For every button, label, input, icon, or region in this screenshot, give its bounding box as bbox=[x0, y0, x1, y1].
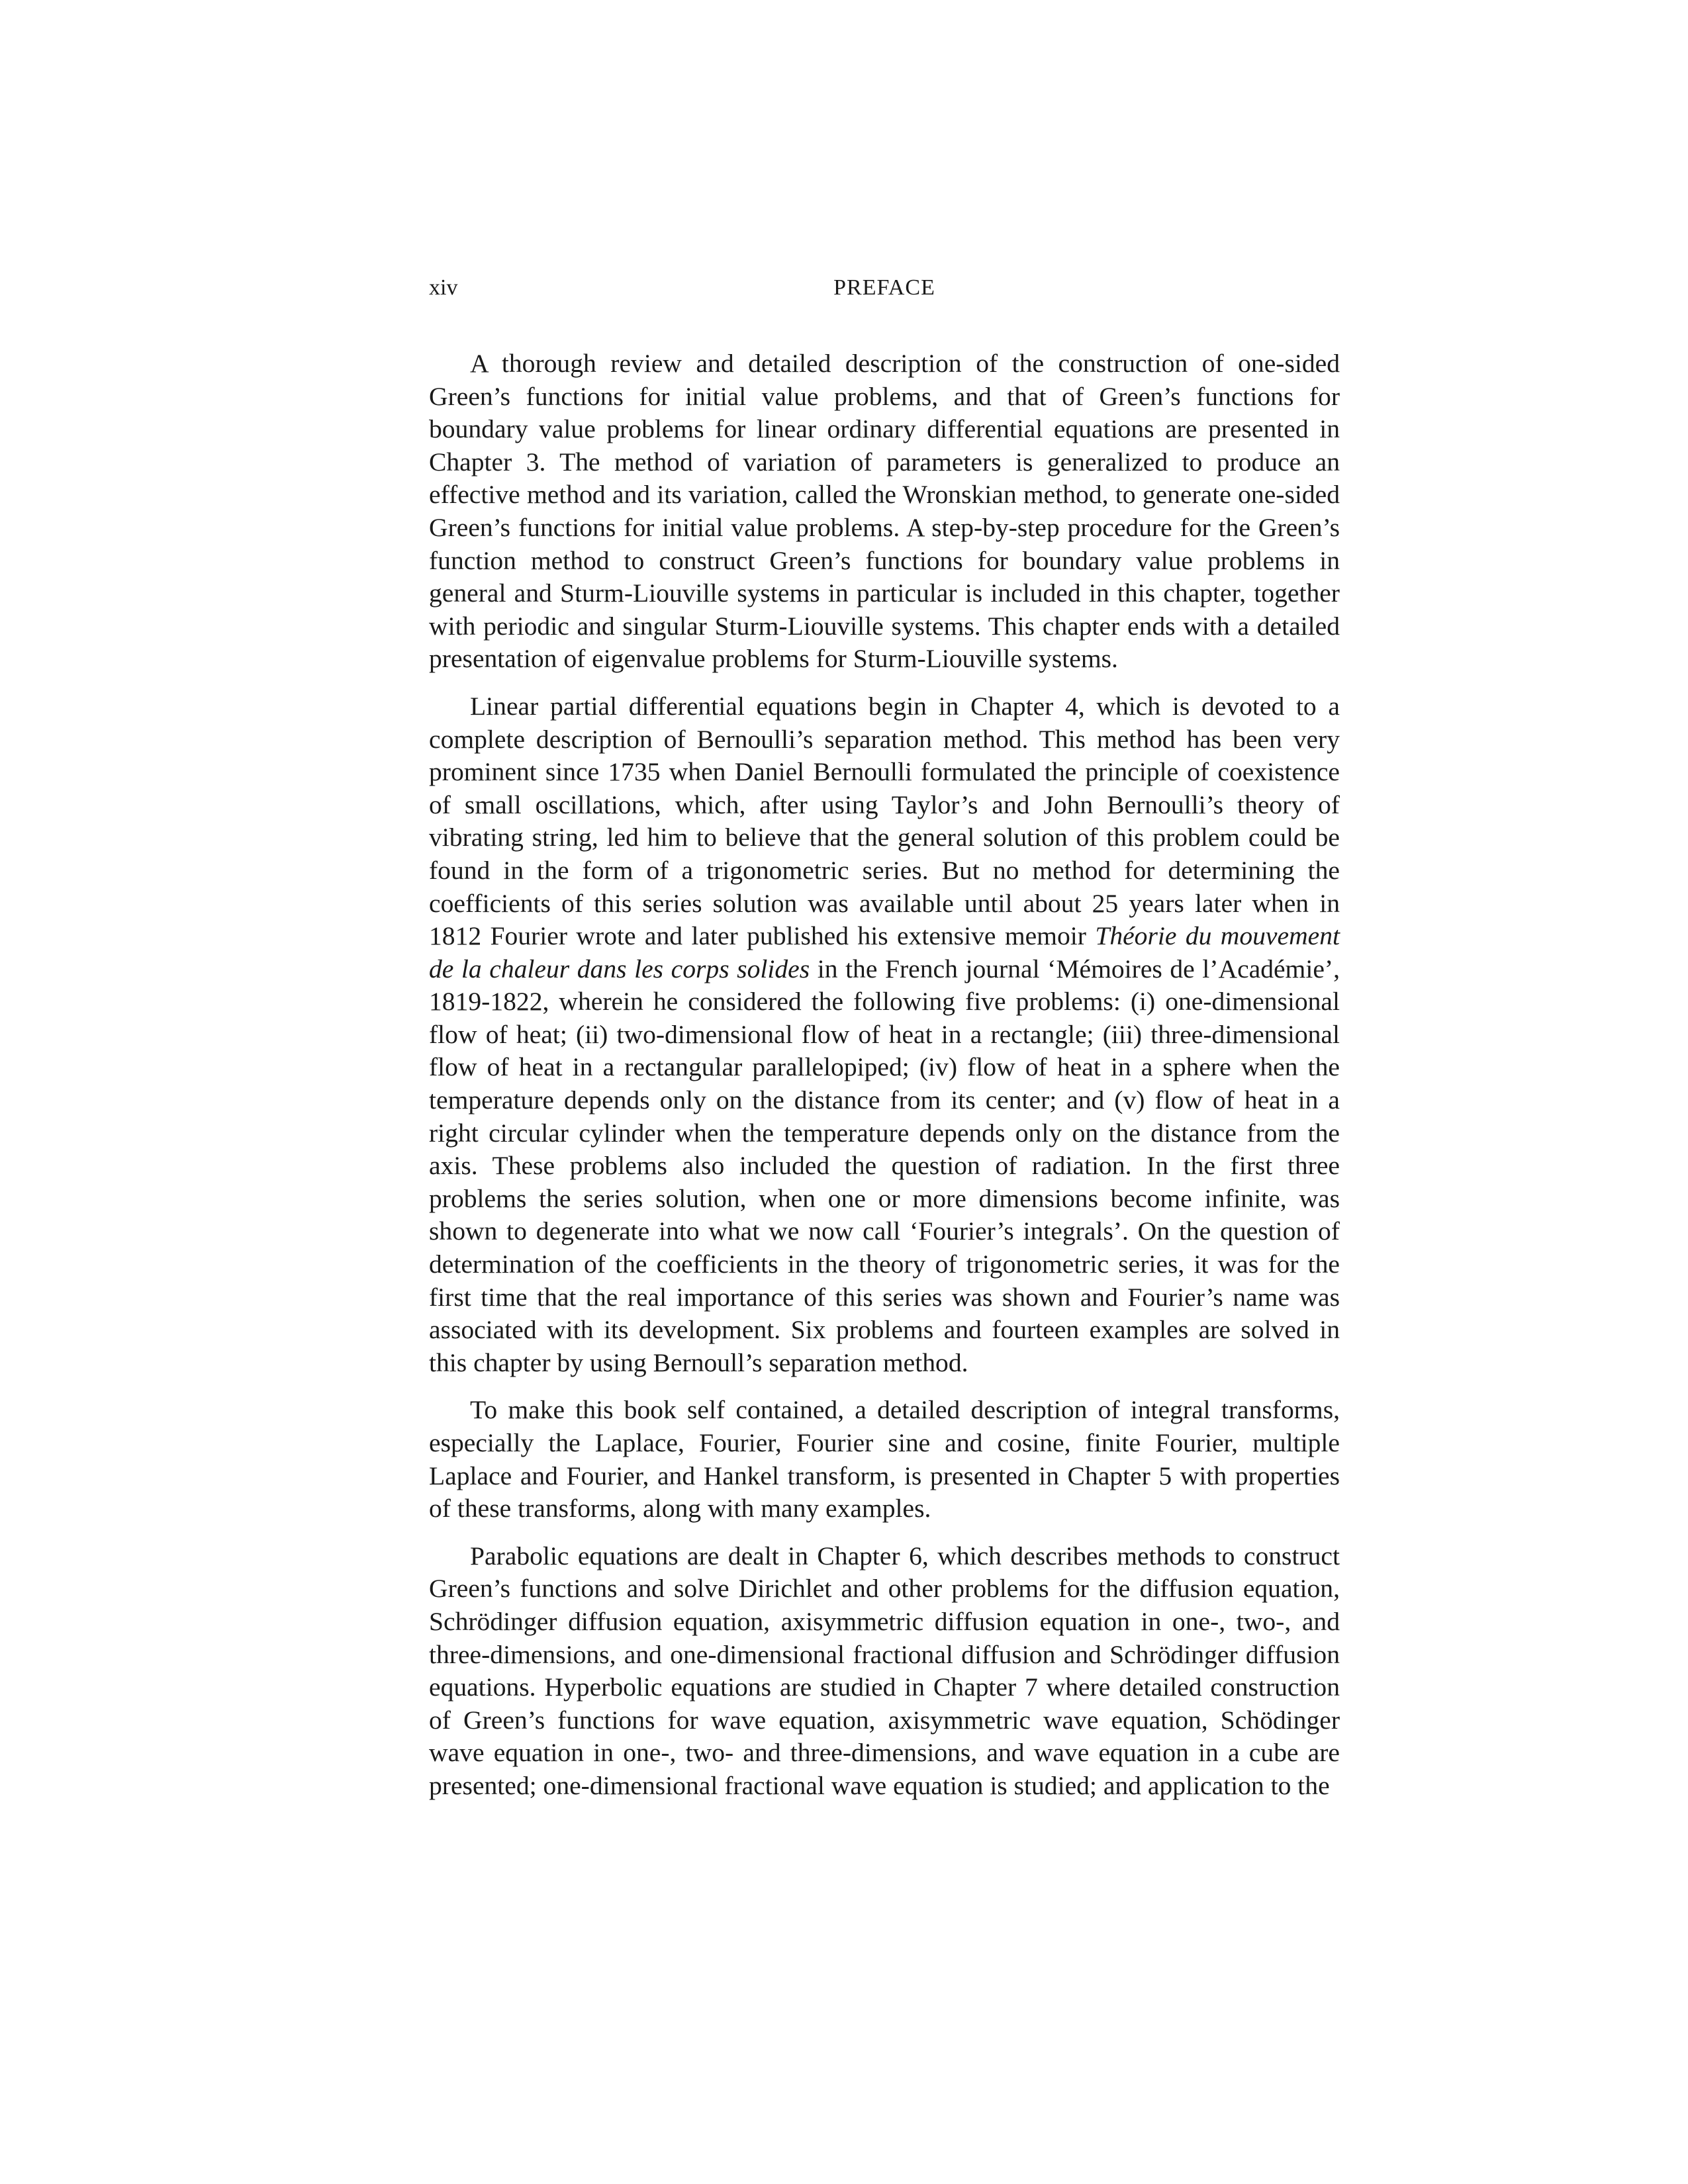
paragraph-integral-transforms: To make this book self contained, a detailed description of integral transforms, especially the Laplace, Fourier, Fourier sine and cosine, finite Fourier, multiple Laplace and Fourier, and Hankel transform, is presented in Chapter 5 with properties of these transforms, along with many examples. bbox=[429, 1395, 1340, 1524]
memoir-title: Théorie du mouvement de la chaleur dans les corps solides bbox=[429, 921, 1340, 983]
paragraph-separation-method bbox=[429, 690, 1340, 1379]
paragraph-text-after: in the French journal ‘Mémoires de l’Académie’, 1819-1822, wherein he considered the following five problems: (i) one-dimensional flow of heat; (ii) two-dimensional flow of heat in a rectangle; (iii) three-dimensional flow of heat in a rectangular parallelopiped; (iv) flow of heat in a sphere when the temperature depends only on the distance from its center; and (v) flow of heat in a right circular cylinder when the temperature depends only on the distance from the axis. These problems also included the question of radiation. In the first three problems the series solution, when one or more dimensions become infinite, was shown to degenerate into what we now call ‘Fourier’s integrals’. On the question of determination of the coefficients in the theory of trigonometric series, it was for the first time that the real importance of this series was shown and Fourier’s name was associated with its development. Six problems and fourteen examples are solved in this chapter by using Bernoull’s separation method. bbox=[429, 954, 1340, 1377]
paragraph-parabolic-hyperbolic: Parabolic equations are dealt in Chapter 6, which describes methods to construct Green’s functions and solve Dirichlet and other problems for the diffusion equation, Schrödinger diffusion equation, axisymmetric diffusion equation in one-, two-, and three-dimensions, and one-dimensional fractional diffusion and Schrödinger diffusion equations. Hyperbolic equations are studied in Chapter 7 where detailed construction of Green’s functions for wave equation, axisymmetric wave equation, Schödinger wave equation in one-, two- and three-dimensions, and wave equation in a cube are presented; one-dimensional fractional wave equation is studied; and application to the bbox=[429, 1541, 1340, 1800]
page-number: xiv bbox=[429, 275, 458, 300]
paragraph-greens-functions: A thorough review and detailed description of the construction of one-sided Green’s functions for initial value problems, and that of Green’s functions for boundary value problems for linear ordinary differential equations are presented in Chapter 3. The method of variation of parameters is generalized to produce an effective method and its variation, called the Wronskian method, to generate one-sided Green’s functions for initial value problems. A step-by-step procedure for the Green’s function method to construct Green’s functions for boundary value problems in general and Sturm-Liouville systems in particular is included in this chapter, together with periodic and singular Sturm-Liouville systems. This chapter ends with a detailed presentation of eigenvalue problems for Sturm-Liouville systems. bbox=[429, 349, 1340, 674]
paragraph-text-before: Linear partial differential equations begin in Chapter 4, which is devoted to a complete description of Bernoulli’s separation method. This method has been very prominent since 1735 when Daniel Bernoulli formulated the principle of coexistence of small oscillations, which, after using Taylor’s and John Bernoulli’s theory of vibrating string, led him to believe that the general solution of this problem could be found in the form of a trigonometric series. But no method for determining the coefficients of this series solution was available until about 25 years later when in 1812 Fourier wrote and later published his extensive memoir bbox=[429, 691, 1340, 951]
body-text bbox=[429, 347, 1340, 1817]
running-head bbox=[429, 271, 1340, 304]
running-title: PREFACE bbox=[833, 275, 935, 300]
